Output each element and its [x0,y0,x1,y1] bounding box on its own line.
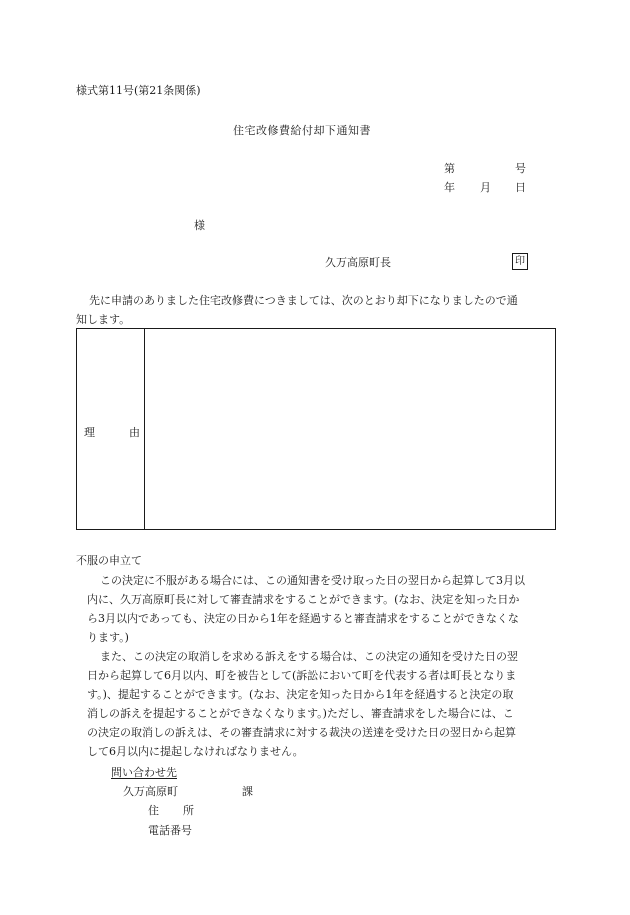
intro-line: 先に申請のありました住宅改修費につきましては、次のとおり却下になりましたので通 [89,294,518,307]
reason-label-char: 由 [129,426,140,439]
appeal-text-line: の決定の取消しの訴えは、その審査請求に対する裁決の送達を受けた日の翌日から起算 [87,726,516,739]
reason-label-char: 理 [84,426,95,439]
contact-address-label: 住 [148,804,159,817]
appeal-text-line: この決定に不服がある場合には、この通知書を受け取った日の翌日から起算して3月以 [100,574,525,587]
date-year-label: 年 [444,181,455,194]
date-month-label: 月 [480,181,491,194]
intro-line: 知します。 [76,313,131,326]
appeal-text-line: 内に、久万高原町長に対して審査請求をすることができます。(なお、決定を知った日か [87,593,520,606]
issuer-name: 久万高原町長 [325,256,391,269]
appeal-text-line: また、この決定の取消しを求める訴えをする場合は、この決定の通知を受けた日の翌 [100,650,518,663]
appeal-text-line: 日から起算して6月以内、町を被告として(訴訟において町を代表する者は町長となりま [87,669,517,682]
addressee-honorific: 様 [194,219,205,232]
reason-box-divider [144,329,145,529]
reference-number-prefix: 第 [444,162,455,175]
contact-phone-label: 電話番号 [148,824,192,837]
seal-mark: 印 [512,253,528,270]
form-number: 様式第11号(第21条関係) [76,84,201,97]
appeal-text-line: す。)、提起することができます。(なお、決定を知った日から1年を経過すると決定の取 [87,688,514,701]
appeal-heading: 不服の申立て [76,554,142,567]
document-title: 住宅改修費給付却下通知書 [233,124,371,137]
contact-department-label: 課 [242,785,253,798]
date-day-label: 日 [515,181,526,194]
reason-box [76,328,556,530]
appeal-text-line: ら3月以内であっても、決定の日から1年を経過すると審査請求をすることができなくな [87,612,519,625]
contact-address-label: 所 [183,804,194,817]
contact-town: 久万高原町 [123,785,178,798]
contact-heading: 問い合わせ先 [111,766,177,779]
appeal-text-line: 消しの訴えを提起することができなくなります。)ただし、審査請求をした場合には、こ [87,707,514,720]
reference-number-suffix: 号 [515,162,526,175]
appeal-text-line: ります。) [87,631,129,644]
appeal-text-line: して6月以内に提起しなければなりません。 [87,745,304,758]
